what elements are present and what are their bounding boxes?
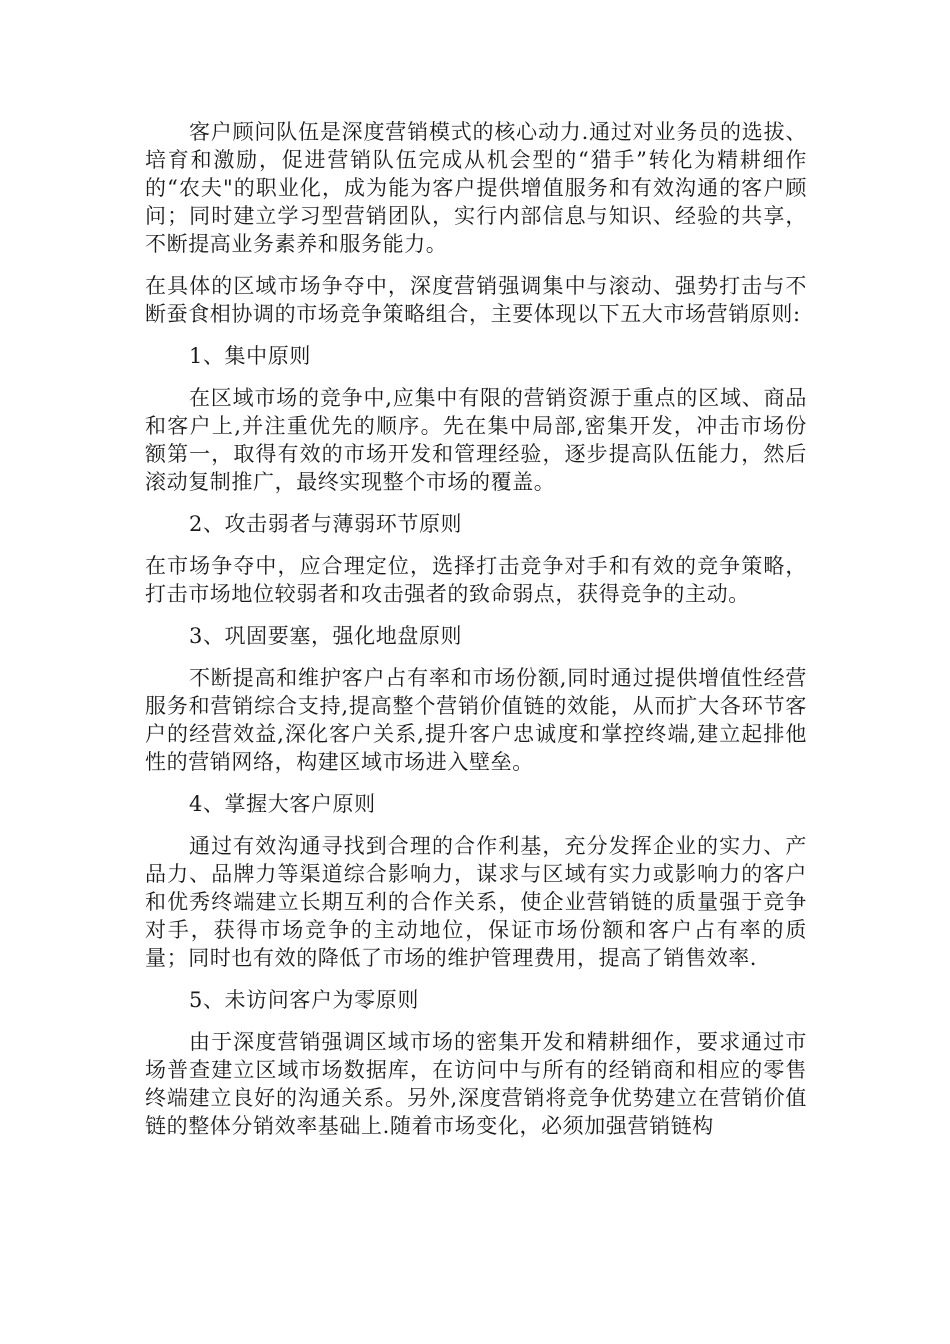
paragraph-principle-5: 由于深度营销强调区域市场的密集开发和精耕细作，要求通过市场普查建立区域市场数据库，在访问中与所有的经销商和相应的零售终端建立良好的沟通关系。另外,深度营销将竞争优势建立在营销价值链的整体分销效率基础上.随着市场变化，必须加强营销链构 bbox=[145, 1030, 807, 1138]
paragraph-principle-3: 不断提高和维护客户占有率和市场份额,同时通过提供增值性经营服务和营销综合支持,提高整个营销价值链的效能，从而扩大各环节客户的经营效益,深化客户关系,提升客户忠诚度和掌控终端,建立起排他性的营销网络，构建区域市场进入壁垒。 bbox=[145, 666, 807, 774]
paragraph-advisor-team: 客户顾问队伍是深度营销模式的核心动力.通过对业务员的选拔、培育和激励，促进营销队伍完成从机会型的“猎手”转化为精耕细作的“农夫"的职业化，成为能为客户提供增值服务和有效沟通的客户顾问；同时建立学习型营销团队，实行内部信息与知识、经验的共享，不断提高业务素养和服务能力。 bbox=[145, 120, 807, 256]
heading-principle-5: 5、未访问客户为零原则 bbox=[189, 988, 419, 1012]
paragraph-principle-1: 在区域市场的竞争中,应集中有限的营销资源于重点的区域、商品和客户上,并注重优先的顺序。先在集中局部,密集开发，冲击市场份额第一，取得有效的市场开发和管理经验，逐步提高队伍能力，然后滚动复制推广，最终实现整个市场的覆盖。 bbox=[145, 386, 807, 494]
heading-principle-3: 3、巩固要塞，强化地盘原则 bbox=[189, 624, 463, 648]
document-body bbox=[145, 118, 807, 1154]
heading-principle-2: 2、攻击弱者与薄弱环节原则 bbox=[189, 512, 463, 536]
paragraph-principle-2: 在市场争夺中，应合理定位，选择打击竞争对手和有效的竞争策略，打击市场地位较弱者和攻击强者的致命弱点，获得竞争的主动。 bbox=[145, 554, 807, 606]
heading-principle-1: 1、集中原则 bbox=[189, 344, 311, 368]
paragraph-regional-competition: 在具体的区域市场争夺中，深度营销强调集中与滚动、强势打击与不断蚕食相协调的市场竞争策略组合，主要体现以下五大市场营销原则: bbox=[145, 274, 807, 326]
paragraph-principle-4: 通过有效沟通寻找到合理的合作利基，充分发挥企业的实力、产品力、品牌力等渠道综合影响力，谋求与区域有实力或影响力的客户和优秀终端建立长期互利的合作关系，使企业营销链的质量强于竞争对手，获得市场竞争的主动地位，保证市场份额和客户占有率的质量；同时也有效的降低了市场的维护管理费用，提高了销售效率. bbox=[145, 834, 807, 970]
heading-principle-4: 4、掌握大客户原则 bbox=[189, 792, 376, 816]
